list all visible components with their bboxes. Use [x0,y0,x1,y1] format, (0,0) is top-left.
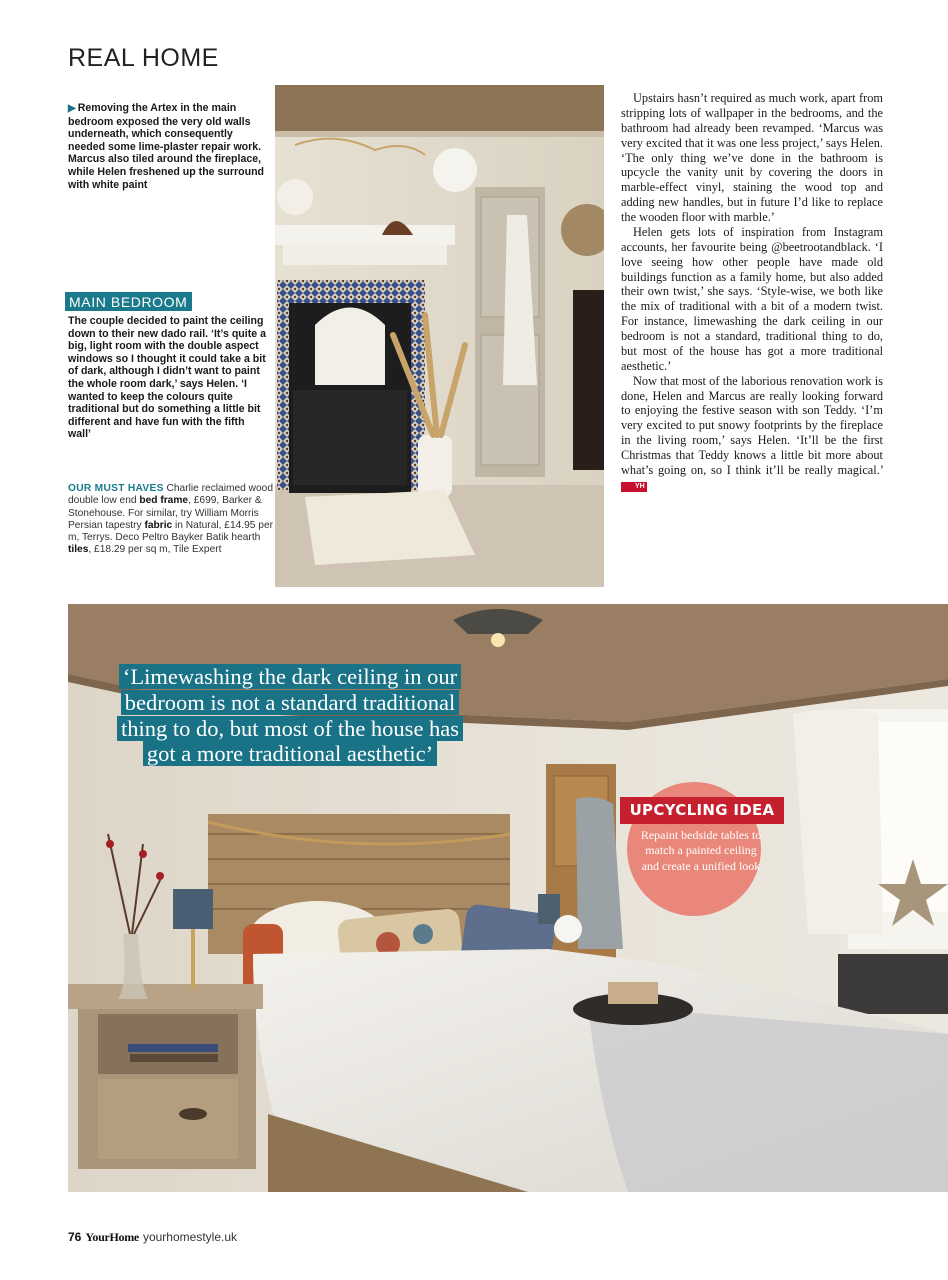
upcycling-text: Repaint bedside tables to match a painted ceiling and create a unified look [640,828,762,873]
body-paragraph [621,374,883,493]
pull-quote [112,664,468,767]
must-haves-bold: bed frame [139,495,189,507]
caption-text: Removing the Artex in the main bedroom exposed the very old walls underneath, which consequently needed some lime-plaster repair work. Marcus also tiled around the fireplace, while Helen freshened up the surround with white paint [68,102,265,191]
body-paragraph: Upstairs hasn’t required as much work, apart from stripping lots of wallpaper in the bedrooms, and the bathroom had already been revamped. ‘Marcus was very excited that it was one less project,’ says Helen. ‘The only thing we’ve done in the bathroom is upcycle the vanity unit by covering the doors in marble-effect vinyl, staining the wood top and adding new handles, but in future I’d like to replace the wooden floor with marble.’ [621,91,883,224]
section-title: REAL HOME [68,44,219,72]
magazine-url: yourhomestyle.uk [142,1230,237,1244]
must-haves-text: , £699, Barker & Stonehouse. For similar, try William Morris Persian tapestry [68,495,262,531]
must-haves-label: OUR MUST HAVES [68,483,164,494]
must-haves-bold: tiles [68,544,89,556]
fireplace-photo [275,85,604,587]
body-paragraph-text: Now that most of the laborious renovation work is done, Helen and Marcus are really looking forward to enjoying the festive season with son Teddy. ‘I’m very excited to put snowy footprints by the fireplace in the living room,’ says Helen. ‘It’ll be the first Christmas that Teddy knows a little bit more about what’s going on, so I think it’ll be really magical.’ [621,373,883,477]
must-haves-bold: fabric [144,519,173,531]
magazine-brand: YourHome [85,1230,139,1244]
must-haves-text: , £18.29 per sq m, Tile Expert [88,544,222,556]
upcycling-title: UPCYCLING IDEA [620,797,784,824]
page-number: 76 [68,1230,82,1244]
must-haves-text: in Natural, £14.95 per m, Terrys. Deco Peltro Bayker Batik hearth [68,519,274,544]
article-body [621,91,883,493]
main-bedroom-text: The couple decided to paint the ceiling down to their new dado rail. ‘It’s quite a big, light room with the double aspect windows so I thought it could take a bit of dark, although I didn’t want to paint the whole room dark,’ says Helen. ‘I wanted to keep the colours quite traditional but do something a little bit different and have fun with the fifth wall’ [68,315,266,441]
main-bedroom-tag: MAIN BEDROOM [65,292,192,311]
footer [68,1230,237,1245]
fireplace-caption [68,102,268,191]
must-haves-text: Charlie reclaimed wood double low end [68,483,273,507]
pull-quote-text: ‘Limewashing the dark ceiling in our bedroom is not a standard traditional thing to do, but most of the house has got a more traditional aesthetic’ [117,664,463,766]
caption-arrow-icon: ▶ [68,103,76,114]
yh-end-mark-icon: YH [621,482,647,492]
must-haves-box [68,483,273,557]
body-paragraph: Helen gets lots of inspiration from Instagram accounts, her favourite being @beetrootandblack. ‘I love seeing how other people have made old buildings function as a family home, but also added their own twist,’ she says. ‘Style-wise, we both like the mix of traditional with a bit of a modern twist. For instance, limewashing the dark ceiling in our bedroom is not a standard, traditional thing to do, but most of the house has got a more traditional aesthetic.’ [621,224,883,373]
